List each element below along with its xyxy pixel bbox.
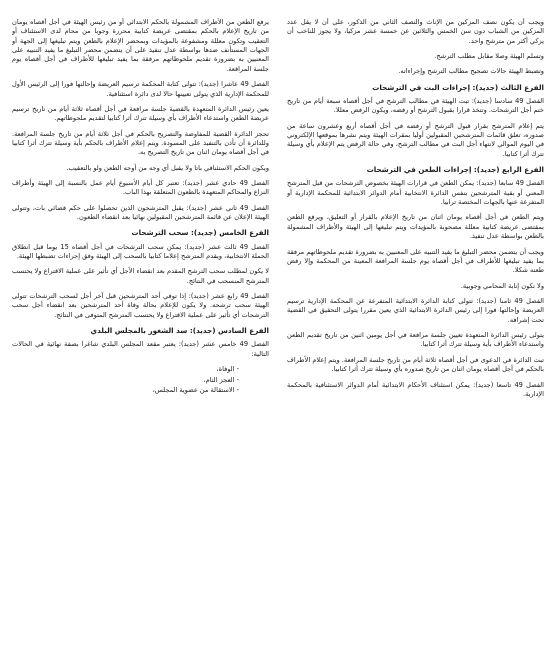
- paragraph: وتسلم الهيئة وصلا مقابل مطلب الترشح.: [434, 52, 544, 61]
- paragraph: الفصل 49 سادسا (جديد): تبت الهيئة في مطالب الترشح في أجل أقصاه سبعة أيام من تاريخ ختم أجل الترشحات. وتتخذ قرارا بقبول الترشح أو رفضه، ويكون الرفض معللا.: [287, 97, 544, 115]
- paragraph: الفصل 49 تاسعا (جديد): يمكن استئناف الأحكام الابتدائية أمام الدوائر الاستئنافية بالمحكمة الإدارية.: [287, 380, 544, 398]
- paragraph: يرفع الطعن من الأطراف المشمولة بالحكم الابتدائي أو من رئيس الهيئة في أجل أقصاه يومان من تاريخ الإعلام بالحكم بمقتضى عريضة كتابية محررة وجوبا من محام لدى الاستئناف أو التعقيب وتكون معللة ومشفوعة بالمؤيدات وبمحضر الإعلام بالطعن ويتم تبليغها إلى الجهة أو الجهات المستأنف ضدها بواسطة عدل تنفيذ على أن يتضمن محضر التبليغ ما يفيد التنبيه على المعنيين به بضرورة تقديم ملحوظاتهم مرفقة بما يفيد تبليغها للأطراف في أجل أقصاه يوم جلسة المرافعة.: [12, 18, 269, 73]
- paragraph: الفصل 49 ثالث عشر (جديد): يمكن سحب الترشحات في أجل أقصاه 15 يوما قبل انطلاق الحملة الانتخابية، ويقدم المترشح إعلاما كتابيا بالسحب إلى الهيئة وفق إجراءات تضبطها الهيئة.: [12, 242, 269, 261]
- right-column: [287, 18, 544, 654]
- paragraph: الفصل 49 خامس عشر (جديد): يعتبر مقعد المجلس البلدي شاغرا بصفة نهائية في الحالات التالية:: [12, 340, 269, 358]
- paragraph: تحجز الدائرة القضية للمفاوضة والتصريح بالحكم في أجل ثلاثة أيام من تاريخ جلسة المرافعة. وللدائرة أن تأذن بالتنفيذ على المسودة. ويتم إعلام الأطراف بالحكم بأية وسيلة تترك أثرا كتابيا في أجل أقصاه يومان اثنان من تاريخ التصريح به.: [12, 129, 269, 157]
- paragraph: يتولى رئيس الدائرة المتعهدة تعيين جلسة مرافعة في أجل يومين اثنين من تاريخ تقديم الطعن واستدعاء الأطراف بأية وسيلة تترك أثرا كتابيا.: [287, 331, 544, 349]
- section-heading: الفرع الرابع (جديد): إجراءات الطعن في الترشحات: [366, 165, 544, 175]
- list-item: - الوفاة،: [216, 365, 239, 374]
- paragraph: ويتم الطعن في أجل أقصاه يومان اثنان من تاريخ الإعلام بالقرار أو التعليق، ويرفع الطعن بمقتضى عريضة كتابية معللة مصحوبة بالمؤيدات ويتم تبليغها إلى الهيئة والأطراف المشمولة بالطعن بواسطة عدل تنفيذ.: [287, 213, 544, 241]
- paragraph: وتضبط الهيئة حالات تصحيح مطالب الترشح وإجراءاته.: [398, 67, 544, 76]
- paragraph: ويجب أن يكون نصف المزكين من الإناث والنصف الثاني من الذكور، على أن لا يقل عدد المزكين من الشباب دون سن الخمس والثلاثين عن خمسة عشر مزكيا، ولا يجوز للناخب أن يزكي أكثر من مترشح واحد.: [287, 18, 544, 45]
- list-item: - الاستقالة من عضوية المجلس،: [152, 385, 239, 394]
- paragraph: تبت الدائرة في الدعوى في أجل أقصاه ثلاثة أيام من تاريخ جلسة المرافعة. ويتم إعلام الأطراف بالحكم في أجل أقصاه يومان اثنان من تاريخ صدوره بأي وسيلة تترك أثرا كتابيا.: [287, 355, 544, 374]
- section-heading: الفرع الخامس (جديد): سحب الترشحات: [131, 228, 269, 238]
- paragraph: ويكون الحكم الاستئنافي باتا ولا يقبل أي وجه من أوجه الطعن ولو بالتعقيب.: [66, 163, 269, 172]
- cases-list: [12, 365, 269, 395]
- paragraph: الفصل 49 ثاني عشر (جديد): يقبل المترشحون الذين تحصلوا على حكم قضائي بات، وتتولى الهيئة الإعلان عن قائمة المترشحين المقبولين نهائيا بعد انقضاء الطعون.: [12, 203, 269, 222]
- paragraph: الفصل 49 حادي عشر (جديد): تعتبر كل أيام الأسبوع أيام عمل بالنسبة إلى الهيئة وأطراف النزاع والمحاكم المتعهدة بالطعون المتعلقة بهذا الباب.: [12, 179, 269, 197]
- paragraph: يعين رئيس الدائرة المتعهدة بالقضية جلسة مرافعة في أجل أقصاه ثلاثة أيام من تاريخ ترسيم عريضة الطعن واستدعاء الأطراف بأي وسيلة تترك أثرا كتابيا لتقديم ملحوظاتهم.: [12, 104, 269, 123]
- paragraph: ويجب أن يتضمن محضر التبليغ ما يفيد التنبيه على المعنيين به بضرورة تقديم ملحوظاتهم مرفقة بما يفيد تبليغها للأطراف في أجل أقصاه يوم جلسة المرافعة المعينة من المحكمة وإلا رفض طعنه شكلا.: [287, 247, 544, 275]
- paragraph: الفصل 49 رابع عشر (جديد): إذا توفي أحد المترشحين قبل آخر أجل لسحب الترشحات تتولى الهيئة سحب ترشحه. ولا يكون للإعلام بحالة وفاة أحد المترشحين بعد انقضاء أجل سحب الترشحات أي تأثير على عملية الاقتراع ولا يحتسب المترشح المتوفى في النتائج.: [12, 292, 269, 319]
- paragraph: الفصل 49 عاشرا (جديد): تتولى كتابة المحكمة ترسيم العريضة وإحالتها فورا إلى الرئيس الأول للمحكمة الإدارية الذي يتولى تعيينها حالا لدى دائرة استئنافية.: [12, 80, 269, 98]
- paragraph: لا يكون لمطلب سحب الترشح المقدم بعد انقضاء الأجل أي تأثير على عملية الاقتراع ولا يحتسب المترشح المنسحب في النتائج.: [12, 267, 269, 285]
- list-item: - العجز التام،: [203, 375, 239, 384]
- text-columns: [12, 18, 544, 654]
- paragraph: الفصل 49 ثامنا (جديد): تتولى كتابة الدائرة الابتدائية المتفرعة عن المحكمة الإدارية ترسيم العريضة وإحالتها فورا إلى رئيس الدائرة الابتدائية الذي يعين مقررا يتولى التحقيق في القضية تحت إشرافه.: [287, 296, 544, 324]
- section-heading: الفرع السادس (جديد): سد الشغور بالمجلس البلدي: [90, 326, 269, 336]
- section-heading: الفرع الثالث (جديد): إجراءات البت في الترشحات: [372, 82, 544, 92]
- left-column: [12, 18, 269, 654]
- paragraph: ولا تكون إنابة المحامي وجوبية.: [460, 281, 544, 290]
- paragraph: يتم إعلام المترشح بقرار قبول الترشح أو رفضه في أجل أقصاه أربع وعشرون ساعة من صدوره، تعلق قائمات المترشحين المقبولين أوليا بمقرات الهيئة ويتم نشرها بموقعها الإلكتروني في اليوم الموالي لانتهاء أجل البت في مطالب الترشح، وفي حالة الرفض يتم الإعلام بأي وسيلة تترك أثرا كتابيا.: [287, 121, 544, 158]
- paragraph: الفصل 49 سابعا (جديد): يمكن الطعن في قرارات الهيئة بخصوص الترشحات من قبل المترشح المعني أو بقية المترشحين بنفس الدائرة الانتخابية أمام الدوائر الابتدائية للمحكمة الإدارية أو المتفرعة عنها بالجهات المختصة ترابيا.: [287, 179, 544, 207]
